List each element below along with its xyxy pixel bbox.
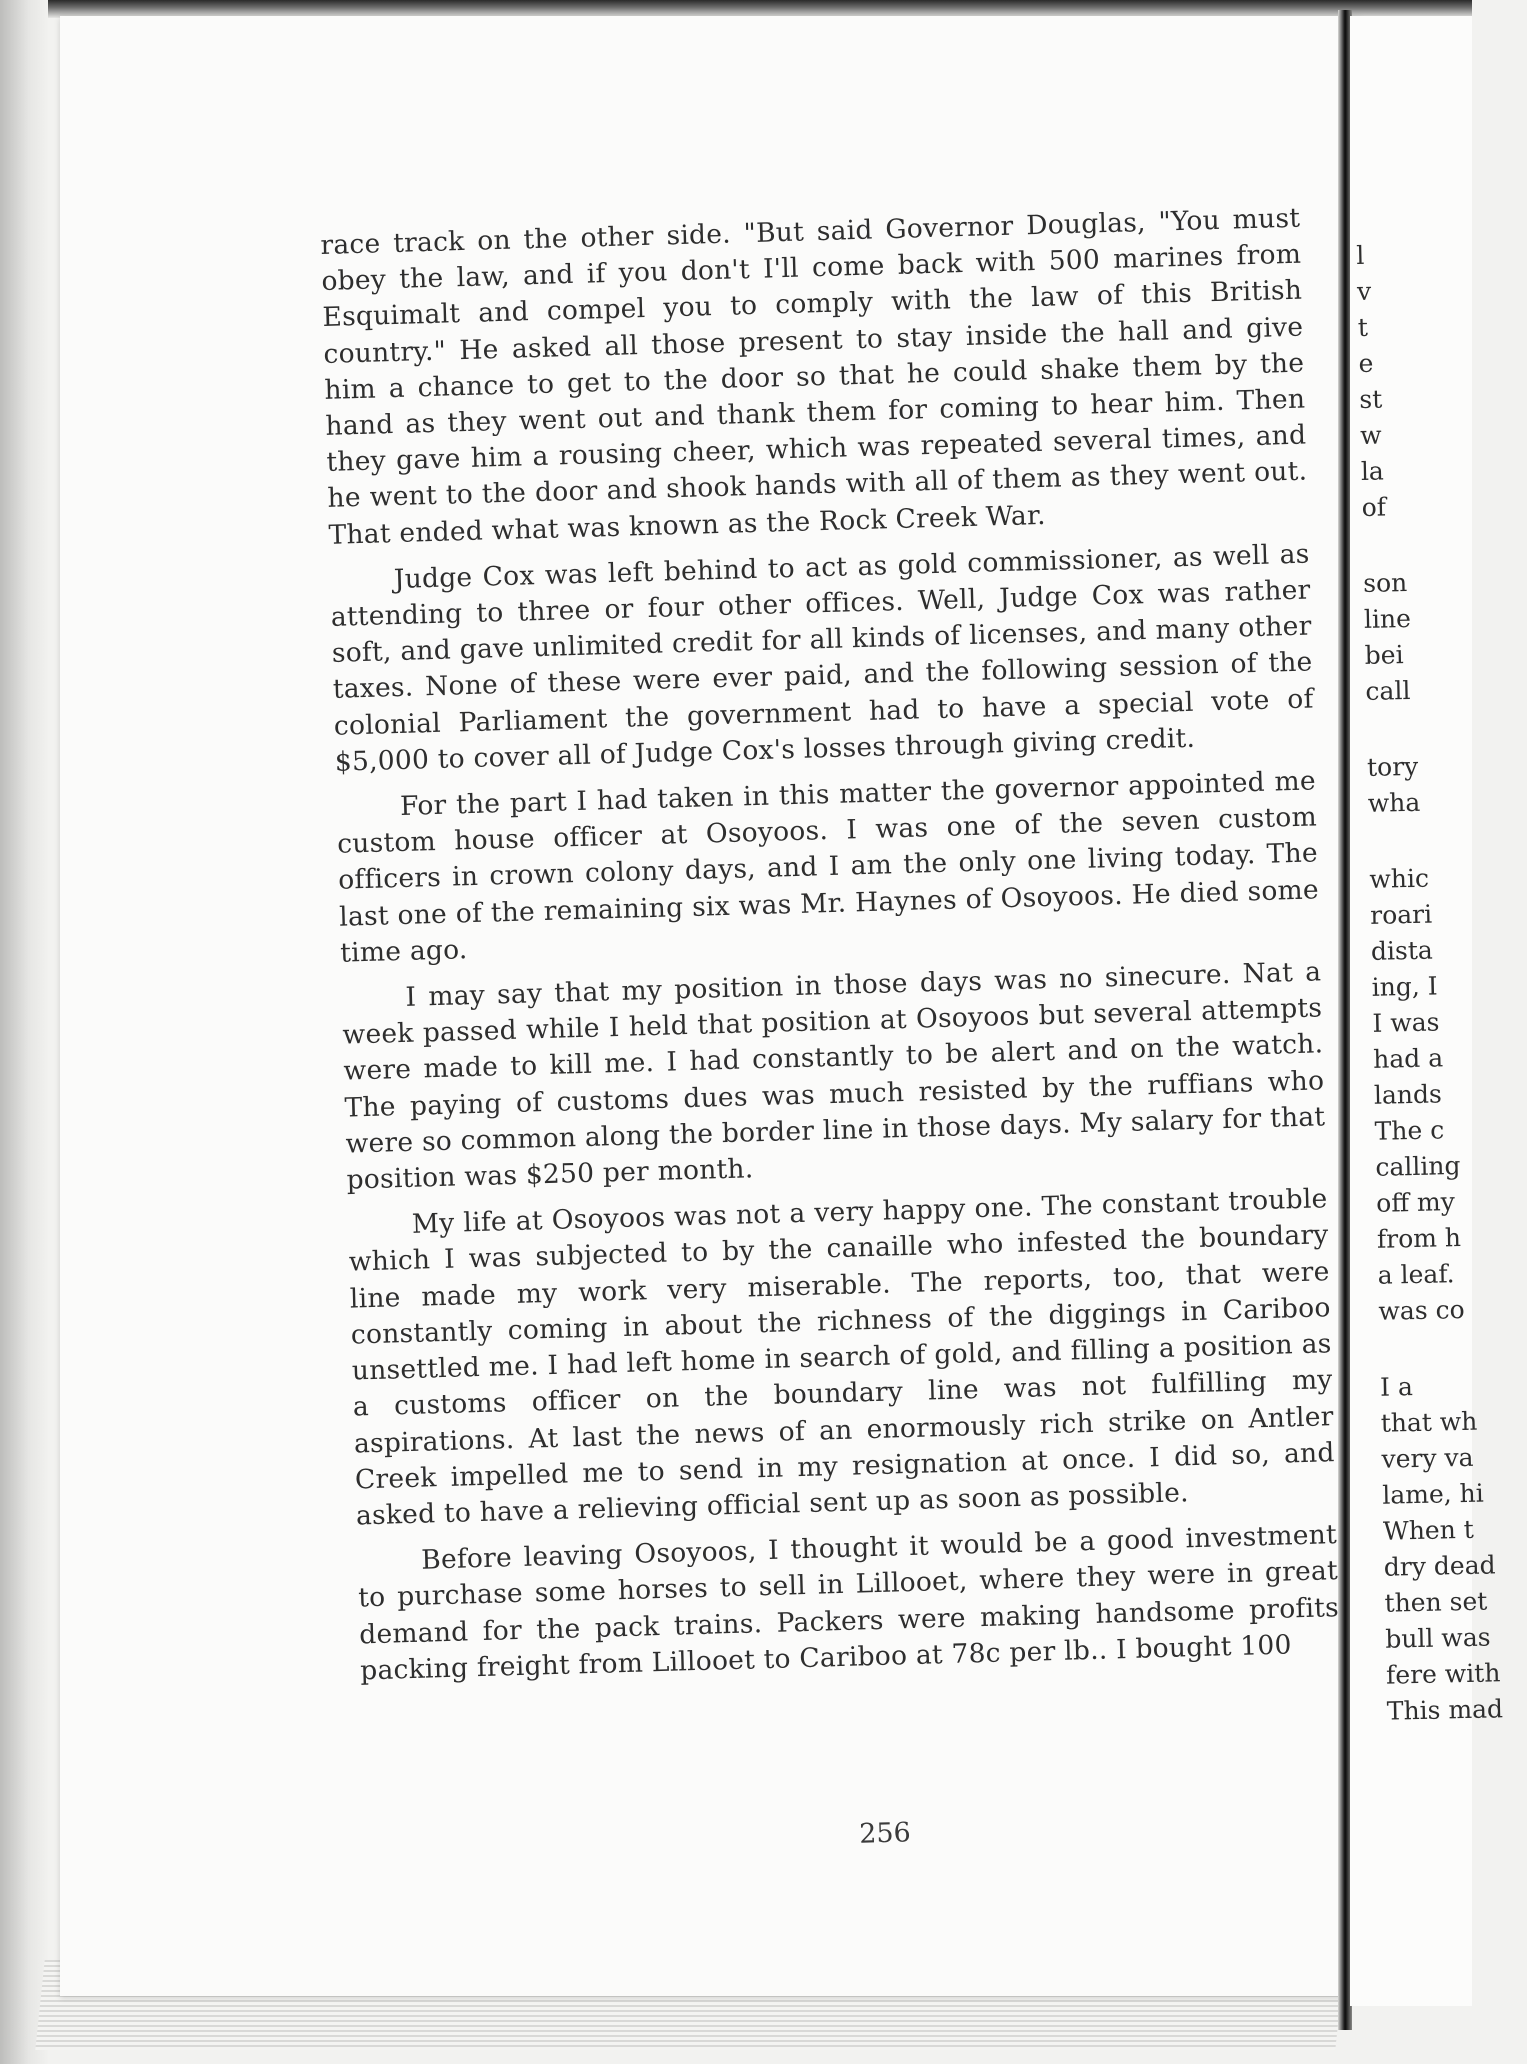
facing-page-line: la xyxy=(1360,456,1385,486)
facing-page-line: lands xyxy=(1373,1079,1443,1110)
facing-page-line: wha xyxy=(1367,787,1421,818)
paragraph-5: My life at Osoyoos was not a very happy one. The constant trouble which I was subjected to by the canaille who infested the boundary line made my work very miserable. The reports, too, that were constantly coming in about the richness of the diggings in Cariboo unsettled me. I had left home in search of gold, and filling a position as a customs officer on the boundary line was not fulfilling my aspirations. At last the news of an enormously rich strike on Antler Creek impelled me to send in my resignation at once. I did so, and asked to have a relieving official sent up as soon as possible. xyxy=(348,1183,1336,1532)
facing-page-line: ing, I xyxy=(1371,971,1438,1002)
facing-page-line: son xyxy=(1362,568,1408,598)
facing-page-line: a leaf. xyxy=(1377,1259,1455,1290)
facing-page-line: lame, hi xyxy=(1382,1478,1485,1510)
paragraph-6: Before leaving Osoyoos, I thought it would be a good investment to purchase some horses to sell in Lillooet, where they were in great demand for the pack trains. Packers were making handsome profits packing freight from Lillooet to Cariboo at 78c per lb.. I bought 100 xyxy=(357,1519,1340,1687)
facing-page-line: roari xyxy=(1369,899,1433,930)
facing-page-line: I a xyxy=(1379,1372,1414,1402)
facing-page-line: bei xyxy=(1364,640,1404,670)
page-number: 256 xyxy=(858,1817,912,1850)
facing-page-line xyxy=(1368,819,1509,862)
facing-page-line xyxy=(1362,523,1503,566)
facing-page-line: off my xyxy=(1375,1187,1456,1218)
facing-page-line: The c xyxy=(1374,1115,1445,1146)
facing-page-line: v xyxy=(1356,276,1372,306)
facing-page-line: This mad xyxy=(1386,1694,1504,1726)
facing-page-line: of xyxy=(1361,492,1387,522)
facing-page-line: t xyxy=(1357,312,1369,342)
facing-page-line: I was xyxy=(1372,1007,1440,1038)
facing-page-line: dista xyxy=(1370,935,1434,966)
facing-page-line: st xyxy=(1359,384,1383,414)
paragraph-3: For the part I had taken in this matter the governor appointed me custom house officer at Osoyoos. I was one of the seven custom officers in crown colony days, and I am the only one living today. The last one of the remaining six was Mr. Haynes of Osoyoos. He died some time ago. xyxy=(336,765,1320,969)
facing-page-line: line xyxy=(1363,603,1412,634)
book-left-edge xyxy=(0,0,48,2064)
facing-page-line: dry dead xyxy=(1383,1550,1496,1582)
paragraph-1: race track on the other side. "But said Governor Douglas, "You must obey the law, and if you don't I'll come back with 500 marines from Esquimalt and compel you to comply with the law of this British country." He asked all those present to stay inside the hall and give him a chance to get to the door so that he could shake them by the hand as they went out and thank them for coming to hear him. Then they gave him a rousing cheer, which was repeated several times, and he went to the door and shook hands with all of them as they went out. That ended what was known as the Rock Creek War. xyxy=(320,202,1308,551)
facing-page-line: calling xyxy=(1375,1151,1461,1182)
facing-page-line: had a xyxy=(1372,1043,1444,1074)
facing-page-line xyxy=(1366,707,1507,750)
facing-page-line: from h xyxy=(1376,1223,1462,1254)
facing-page-line: call xyxy=(1365,675,1411,706)
facing-page-line: w xyxy=(1359,420,1382,450)
facing-page-text xyxy=(1356,235,1527,1730)
facing-page-line: tory xyxy=(1366,751,1419,782)
page-body-text xyxy=(320,201,1341,1700)
facing-page-line: e xyxy=(1358,348,1374,378)
facing-page-line: whic xyxy=(1369,863,1430,894)
facing-page-line: bull was xyxy=(1385,1622,1491,1654)
facing-page-line: fere with xyxy=(1385,1658,1501,1690)
facing-page-line: l xyxy=(1356,240,1365,270)
paragraph-2: Judge Cox was left behind to act as gold commissioner, as well as attending to three or four other offices. Well, Judge Cox was rather soft, and gave unlimited credit for all kinds of licenses, and many other taxes. None of these were ever paid, and the following session of the colonial Parliament the government had to have a special vote of $5,000 to cover all of Judge Cox's losses through giving credit. xyxy=(330,538,1314,778)
facing-page-line: was co xyxy=(1378,1294,1465,1326)
facing-page-line: then set xyxy=(1384,1586,1488,1618)
facing-page-line xyxy=(1379,1327,1520,1370)
facing-page xyxy=(1350,16,1504,2006)
facing-page-line: that wh xyxy=(1380,1406,1478,1438)
paragraph-4: I may say that my position in those days was no sinecure. Nat a week passed while I held that position at Osoyoos but several attempts were made to kill me. I had constantly to be alert and on the watch. The paying of customs dues was much resisted by the ruffians who were so common along the border line in those days. My salary for that position was $250 per month. xyxy=(342,956,1326,1196)
facing-page-line: When t xyxy=(1382,1514,1475,1546)
facing-page-line: very va xyxy=(1381,1442,1474,1474)
